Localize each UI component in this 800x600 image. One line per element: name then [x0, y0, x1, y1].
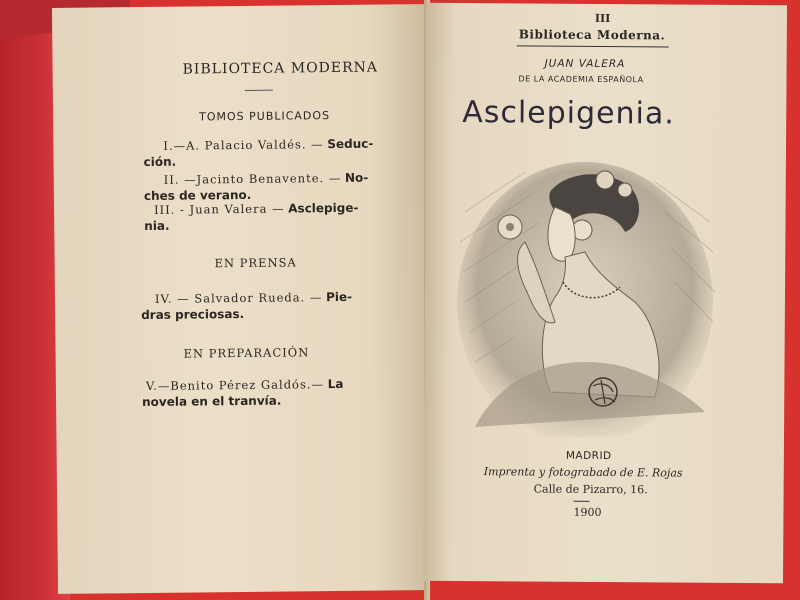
entry-5-line2: novela en el tranvía. — [142, 393, 282, 410]
entry-4-author: IV. — Salvador Rueda. — — [154, 290, 323, 306]
entry-5-author: V.—Benito Pérez Galdós.— — [145, 377, 325, 394]
prep-heading: EN PREPARACIÓN — [183, 345, 310, 361]
year-rule — [574, 501, 590, 502]
published-heading: TOMOS PUBLICADOS — [199, 109, 331, 124]
series-title: BIBLIOTECA MODERNA — [182, 59, 379, 78]
imprint-year: 1900 — [573, 505, 602, 519]
imprint-city: MADRID — [565, 449, 612, 463]
left-page — [52, 4, 430, 594]
entry-4-line2: dras preciosas. — [141, 306, 245, 323]
entry-1-author: I.—A. Palacio Valdés. — — [163, 137, 324, 153]
entry-2-line1 — [164, 171, 369, 187]
held-flower-center — [506, 223, 514, 231]
header-rule — [517, 45, 669, 47]
volume-number: III — [594, 11, 611, 26]
press-heading: EN PRENSA — [214, 255, 297, 271]
hair-flower — [618, 183, 632, 197]
entry-1-title: Seduc- — [327, 136, 374, 152]
entry-2-line2: ches de verano. — [143, 187, 252, 204]
author-affiliation: DE LA ACADEMIA ESPAÑOLA — [518, 74, 644, 85]
imprint-printer: Imprenta y fotograbado de E. Rojas — [483, 465, 683, 480]
series-name: Biblioteca Moderna. — [518, 27, 666, 43]
entry-1-line2: ción. — [143, 154, 177, 170]
entry-3-author: III. - Juan Valera — — [153, 201, 285, 217]
entry-3-line2: nia. — [144, 218, 170, 234]
entry-2-author: II. —Jacinto Benavente. — — [163, 170, 342, 187]
entry-3-line1 — [154, 201, 359, 217]
entry-2-title: No- — [344, 170, 369, 185]
hair-flower — [596, 171, 614, 189]
imprint-address: Calle de Pizarro, 16. — [533, 482, 648, 497]
entry-5-line1 — [146, 377, 344, 393]
entry-4-line1 — [155, 290, 352, 306]
entry-3-title: Asclepige- — [288, 200, 359, 216]
entry-5-title: La — [327, 376, 344, 392]
face — [548, 207, 575, 261]
divider — [245, 90, 273, 91]
portrait-illustration — [455, 152, 720, 437]
book-title: Asclepigenia. — [462, 94, 675, 132]
entry-4-title: Pie- — [325, 289, 353, 305]
author-name: JUAN VALERA — [544, 57, 626, 71]
entry-1-line1 — [163, 137, 373, 153]
